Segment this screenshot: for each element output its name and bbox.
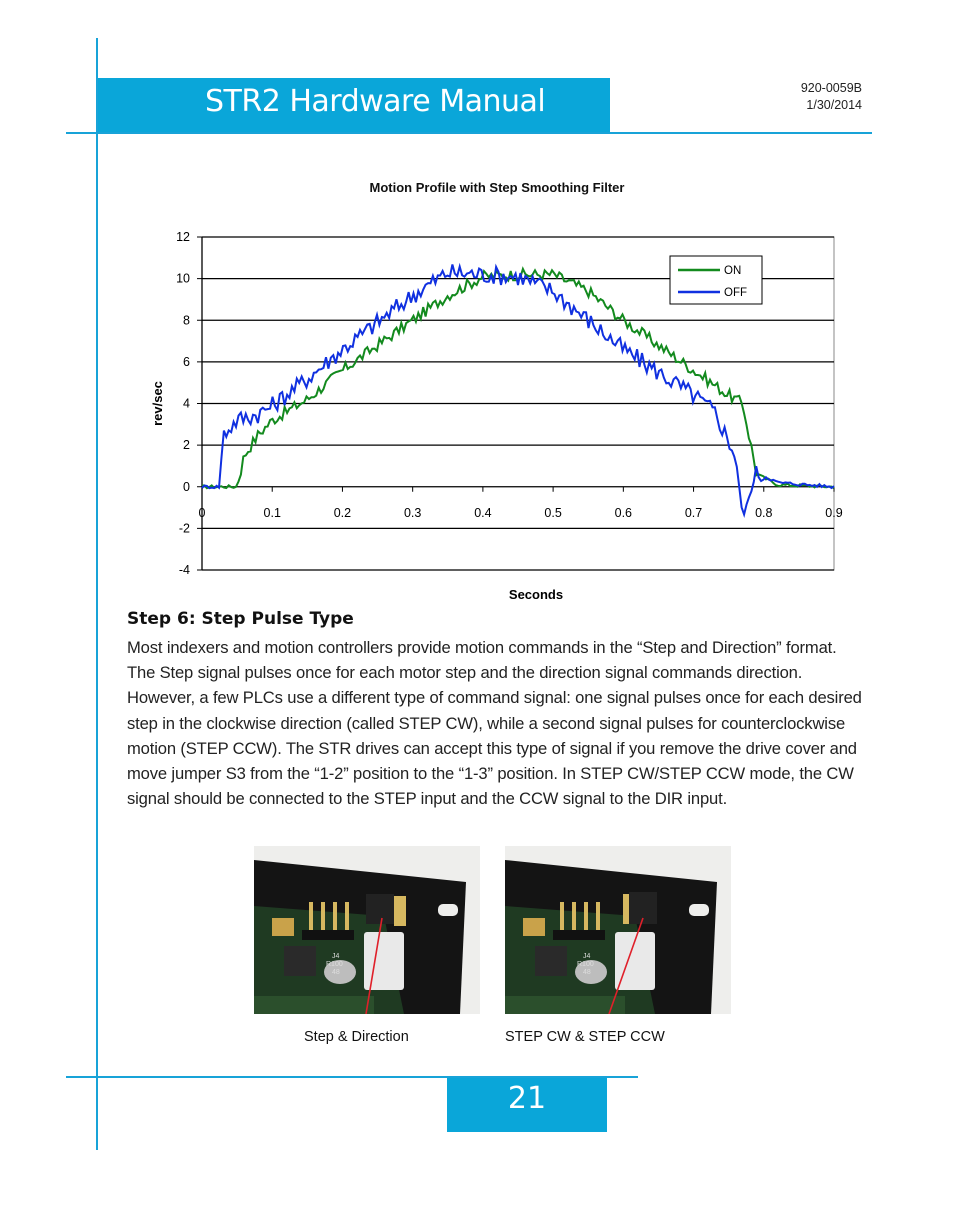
legend-label-off: OFF: [724, 287, 747, 299]
left-margin-rule: [96, 38, 98, 1150]
jumper-photo-step-direction: [254, 846, 480, 1014]
board-label-48: 48: [332, 969, 340, 976]
section-heading: Step 6: Step Pulse Type: [127, 609, 354, 629]
x-tick-label: 0.7: [684, 505, 703, 520]
y-tick-label: -4: [178, 563, 190, 577]
x-tick-label: 0: [198, 505, 206, 520]
y-tick-label: 0: [183, 479, 190, 494]
x-axis-label: Seconds: [508, 587, 564, 602]
x-tick-label: 0.8: [755, 505, 773, 520]
x-tick-label: 0.1: [263, 505, 281, 520]
header-title-box: [98, 78, 610, 132]
legend-box: [670, 256, 762, 304]
photo-caption-step-direction: Step & Direction: [304, 1029, 409, 1045]
y-tick-label: 6: [183, 354, 190, 369]
motion-profile-chart: [140, 224, 860, 614]
photo-caption-step-cw-ccw: STEP CW & STEP CCW: [505, 1029, 665, 1045]
header-rule: [66, 132, 872, 134]
x-tick-label: 0.9: [825, 505, 843, 520]
document-date: 1/30/2014: [806, 98, 862, 112]
y-tick-label: 10: [176, 271, 190, 286]
page-number-box: [447, 1078, 607, 1132]
x-tick-label: 0.5: [544, 505, 562, 520]
legend-label-on: ON: [724, 265, 742, 277]
x-tick-label: 0.3: [403, 505, 422, 520]
manual-title: STR2 Hardware Manual: [205, 84, 546, 119]
document-info: [801, 80, 862, 114]
board-label-r100: R100: [326, 961, 343, 968]
board-label-48: 48: [583, 969, 591, 976]
document-number: 920-0059B: [800, 81, 862, 95]
y-tick-label: -2: [178, 521, 190, 536]
jumper-photo-step-cw-ccw: [505, 846, 731, 1014]
y-tick-label: 12: [176, 230, 190, 244]
y-tick-label: 8: [183, 313, 190, 328]
x-tick-label: 0.4: [474, 505, 492, 520]
y-tick-label: 2: [183, 438, 190, 453]
section-paragraph: Most indexers and motion controllers provide motion commands in the “Step and Direction” format. The Step signal pulses once for each motor step and the direction signal commands direction. However, a few PLCs use a different type of command signal: one signal pulses once for each desired step in the clockwise direction (called STEP CW), while a second signal pulses for counterclockwise motion (STEP CCW). The STR drives can accept this type of signal if you remove the drive cover and move jumper S3 from the “1-2” position to the “1-3” position. In STEP CW/STEP CCW mode, the CW signal should be connected to the STEP input and the CCW signal to the DIR input.: [127, 638, 862, 809]
board-label-r100: R100: [577, 961, 594, 968]
board-label-j4: J4: [583, 953, 591, 960]
x-tick-label: 0.6: [614, 505, 633, 520]
page-number: 21: [507, 1081, 547, 1116]
board-label-j4: J4: [332, 953, 340, 960]
y-tick-label: 4: [183, 396, 190, 411]
chart-title: Motion Profile with Step Smoothing Filter: [369, 180, 625, 195]
y-axis-label: rev/sec: [150, 381, 165, 426]
x-tick-label: 0.2: [333, 505, 352, 520]
